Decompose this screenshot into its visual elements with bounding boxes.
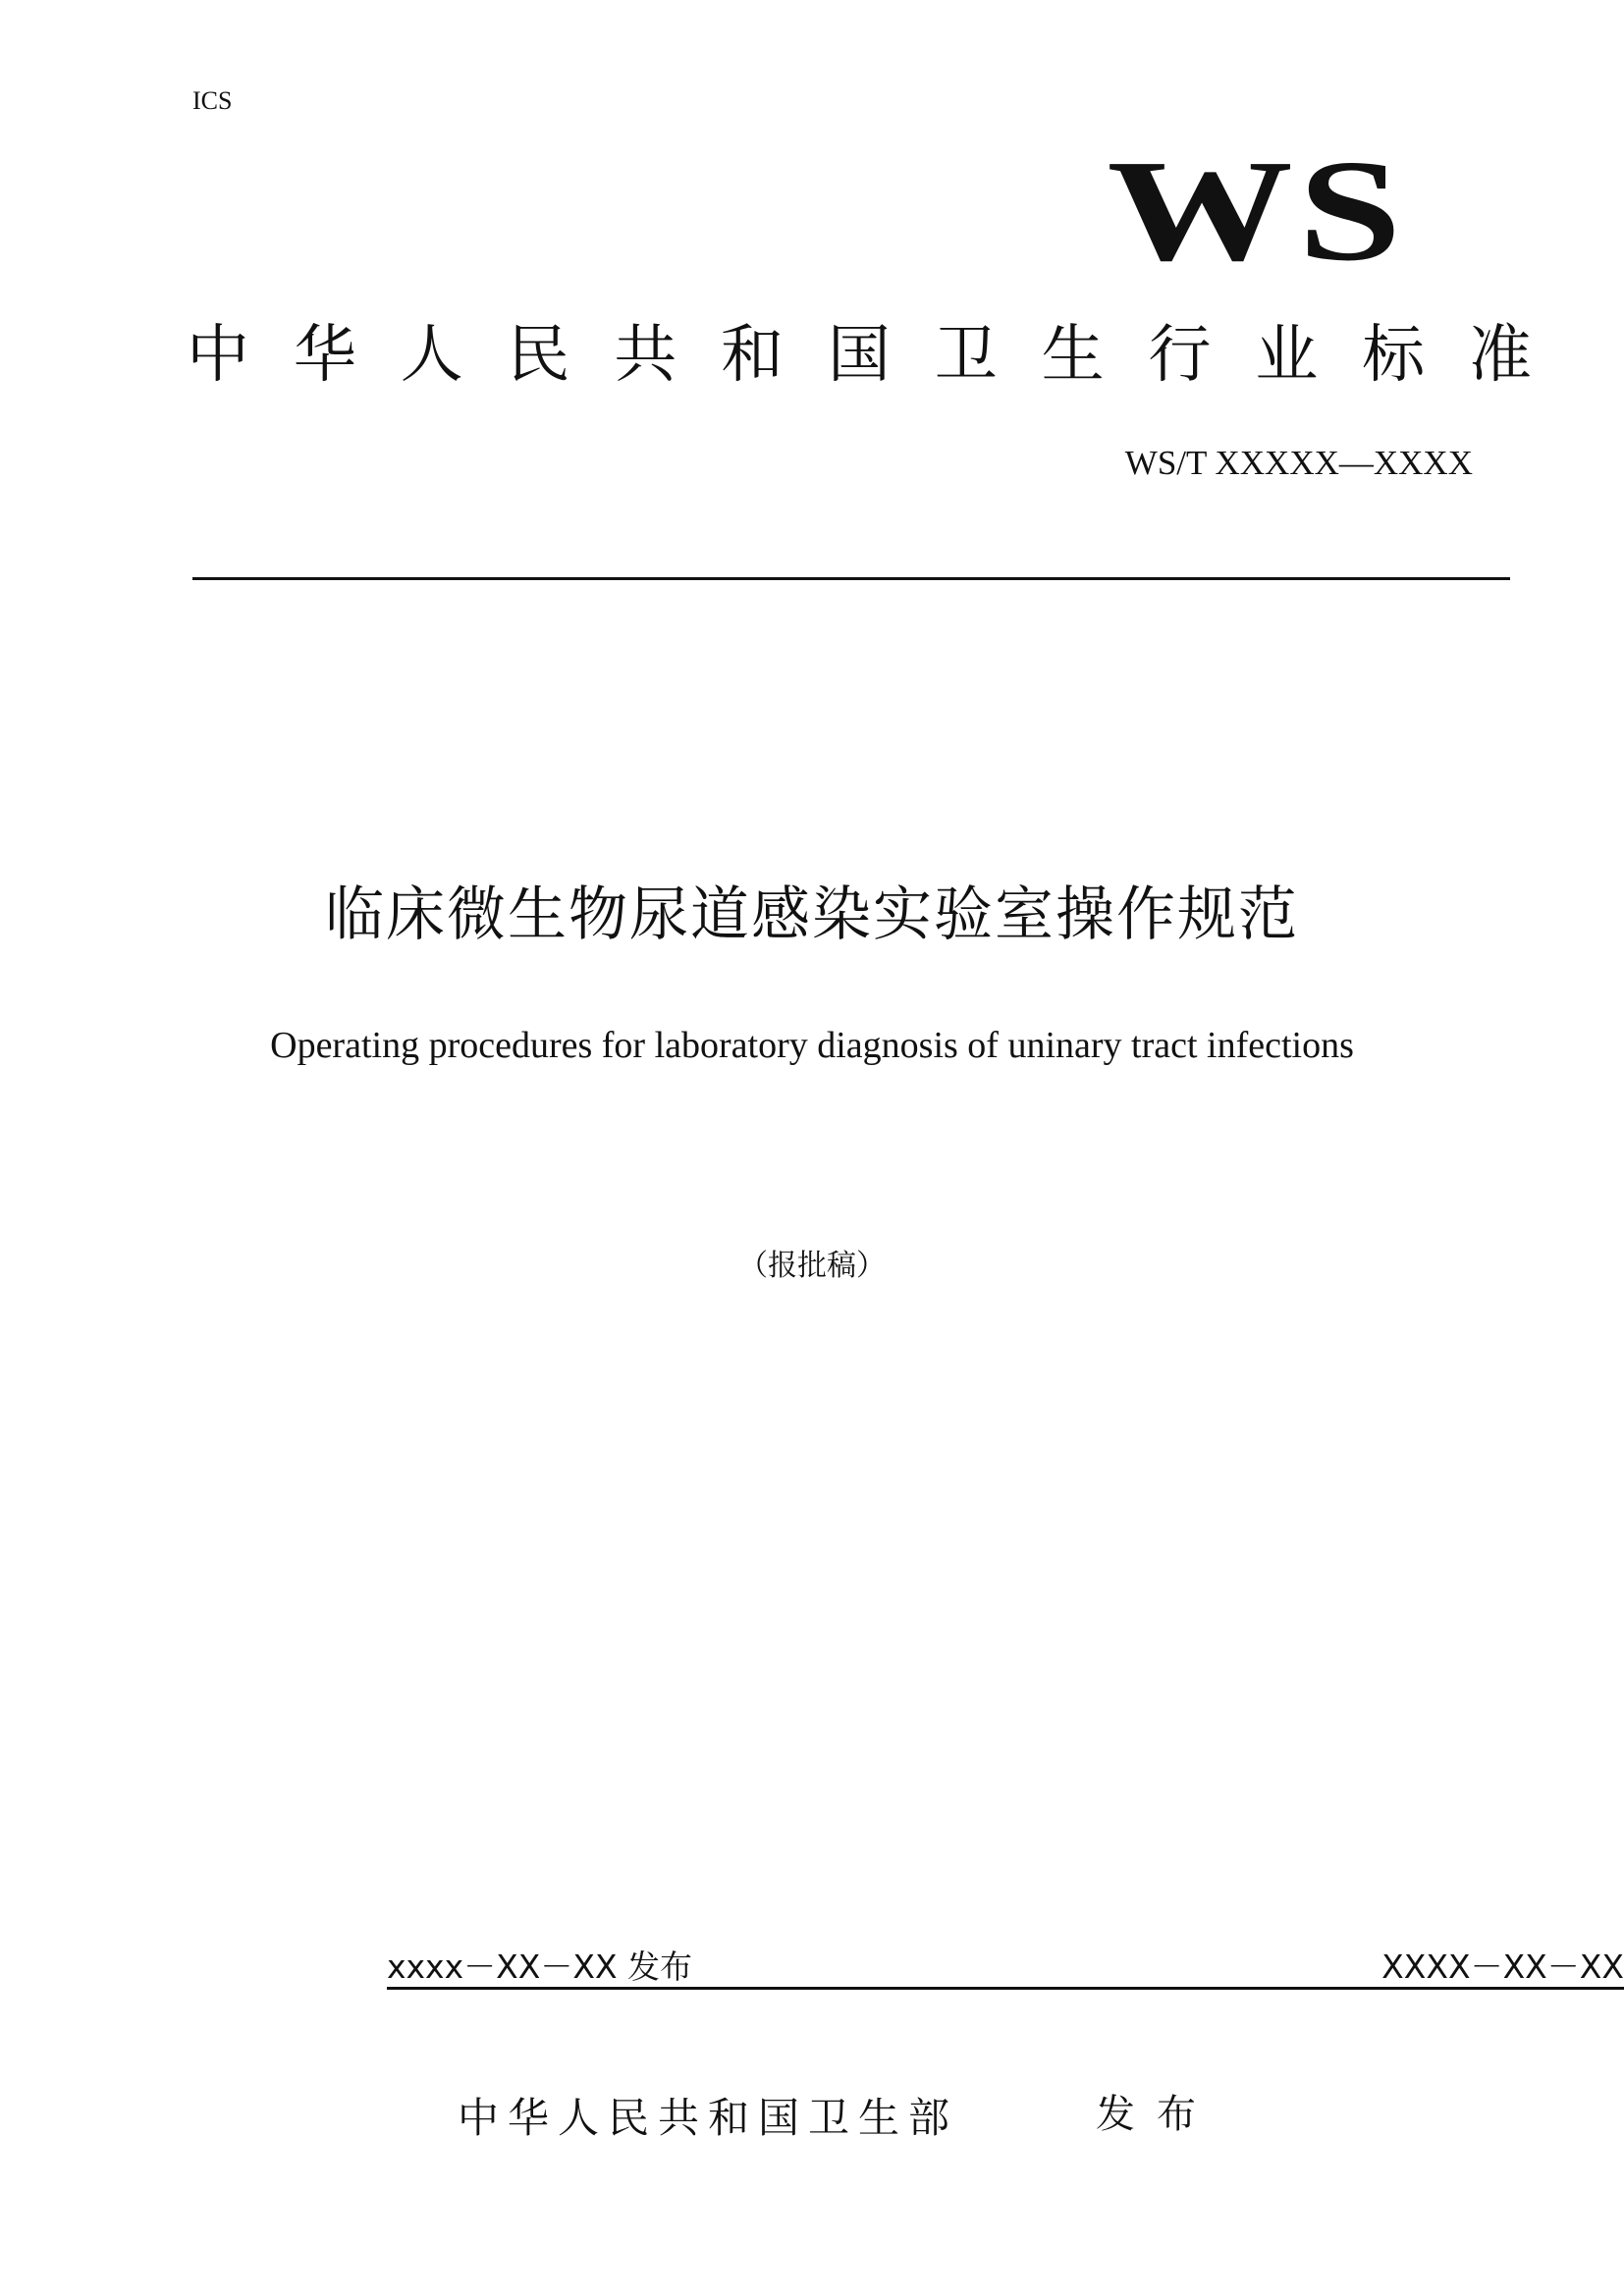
ics-label: ICS	[192, 86, 233, 115]
heading-char: 准	[1468, 319, 1532, 392]
heading-char: 标	[1362, 319, 1426, 392]
heading-char: 业	[1255, 319, 1319, 392]
heading-char: 民	[507, 319, 570, 392]
date-divider	[387, 1987, 1624, 1990]
document-title-chinese: 临床微生物尿道感染实验室操作规范	[325, 881, 1299, 949]
heading-char: 共	[614, 319, 677, 392]
standard-number: WS/T XXXXX—XXXX	[1124, 444, 1473, 482]
issuing-authority: 中华人民共和国卫生部	[458, 2094, 959, 2142]
draft-status: （报批稿）	[738, 1249, 886, 1283]
heading-char: 国	[827, 319, 891, 392]
publish-date: xxxx－XX－XX 发布	[387, 1948, 693, 1986]
heading-char: 卫	[934, 319, 998, 392]
heading-char: 和	[721, 319, 785, 392]
header-divider	[192, 577, 1510, 580]
heading-char: 人	[400, 319, 463, 392]
heading-char: 华	[293, 319, 356, 392]
heading-char: 生	[1041, 319, 1105, 392]
heading-char: 行	[1148, 319, 1212, 392]
document-title-english: Operating procedures for laboratory diagnosis of uninary tract infections	[270, 1025, 1354, 1066]
ws-logo: WS	[1107, 131, 1407, 292]
industry-standard-heading	[187, 316, 1532, 395]
heading-char: 中	[187, 319, 249, 392]
implement-date: XXXX－XX－XX	[1381, 1948, 1624, 1986]
issue-label: 发布	[1096, 2092, 1218, 2137]
